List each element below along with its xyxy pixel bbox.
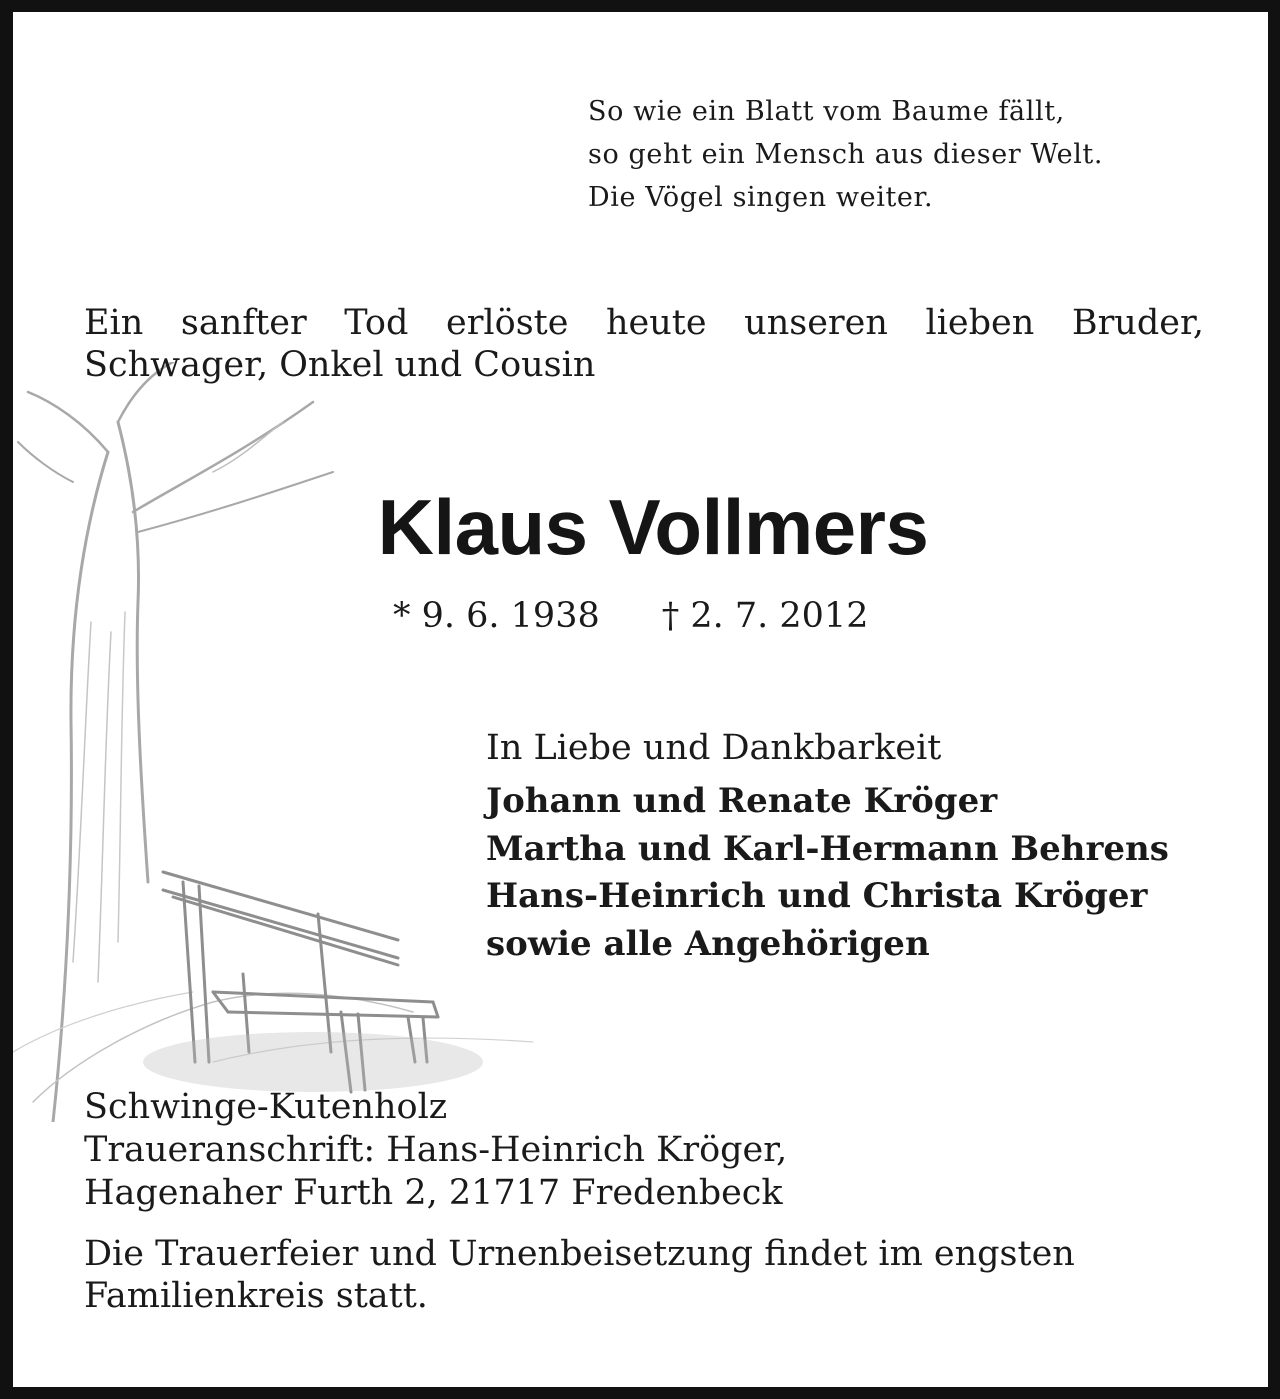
- mourner-name: Martha und Karl-Hermann Behrens: [486, 828, 1169, 869]
- mourner-name: Johann und Renate Kröger: [486, 781, 998, 821]
- poem-line: Die Vögel singen weiter.: [588, 182, 934, 213]
- notice-line: Familienkreis statt.: [84, 1276, 428, 1316]
- mourner-name: sowie alle Angehörigen: [486, 923, 930, 964]
- intro-word: Tod: [344, 303, 409, 343]
- intro-line-2: Schwager, Onkel und Cousin: [84, 345, 596, 385]
- mourning-address: [84, 1086, 787, 1215]
- intro-word: lieben: [925, 303, 1035, 343]
- death-date: † 2. 7. 2012: [661, 596, 869, 636]
- intro-word: unseren: [744, 303, 888, 343]
- intro-word: sanfter: [180, 303, 307, 343]
- address-line: Hagenaher Furth 2, 21717 Fredenbeck: [84, 1173, 783, 1213]
- poem-line: so geht ein Mensch aus dieser Welt.: [588, 139, 1104, 170]
- notice-line: Die Trauerfeier und Urnenbeisetzung findet im engsten: [84, 1234, 1075, 1274]
- intro-word: heute: [606, 303, 707, 343]
- funeral-notice: [84, 1233, 1214, 1317]
- intro-word: Bruder,: [1071, 303, 1204, 343]
- deceased-name: Klaus Vollmers: [377, 483, 929, 571]
- poem: [588, 90, 1103, 219]
- intro-text: [84, 302, 1204, 386]
- intro-word: Ein: [84, 303, 144, 343]
- poem-line: So wie ein Blatt vom Baume fällt,: [588, 96, 1065, 127]
- mourners-block: [486, 724, 1169, 968]
- mourners-lead: In Liebe und Dankbarkeit: [486, 728, 942, 768]
- mourner-name: Hans-Heinrich und Christa Kröger: [486, 876, 1148, 916]
- address-line: Schwinge-Kutenholz: [84, 1087, 448, 1127]
- address-line: Traueranschrift: Hans-Heinrich Kröger,: [84, 1130, 788, 1170]
- birth-date: * 9. 6. 1938: [393, 596, 600, 636]
- life-dates: [393, 592, 869, 640]
- intro-line-1: [84, 302, 1204, 344]
- intro-word: erlöste: [445, 303, 569, 343]
